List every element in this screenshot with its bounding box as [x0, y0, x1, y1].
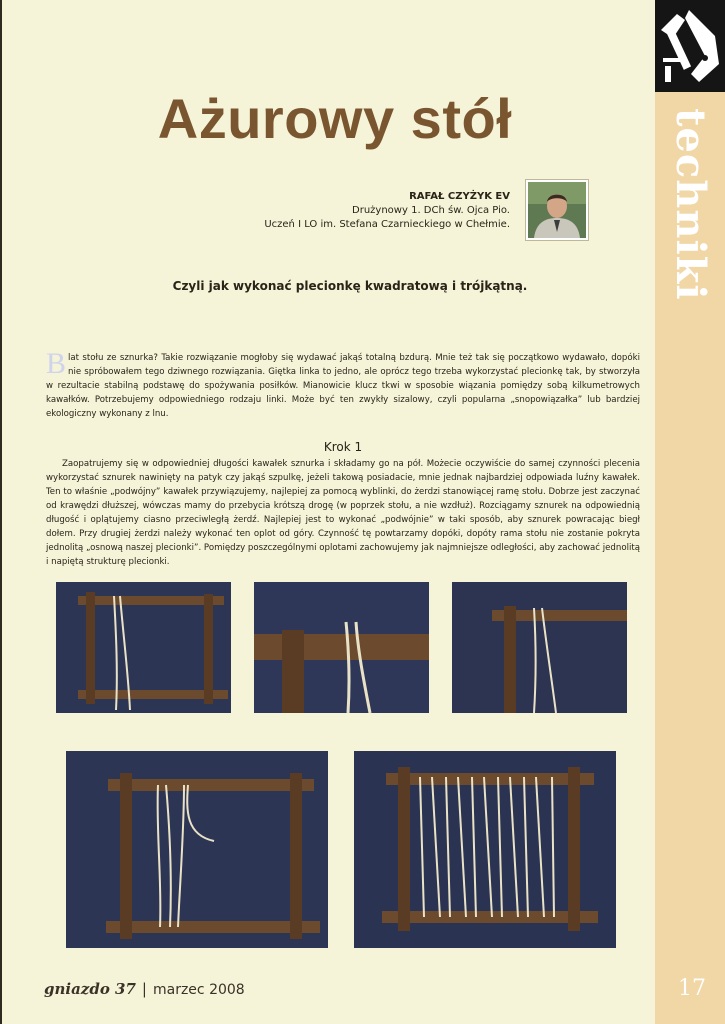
article-title: Ażurowy stół — [157, 87, 513, 150]
step-1-text: Zaopatrujemy się w odpowiedniej długości kawałek sznurka i składamy go na pół. Możecie oczywiście do samej czynności plecenia wykorzystać sznurek nawinięty na patyk czy jakąś szpulkę, jeżeli takową posiadacie, mnie jednak najbardziej odpowiada luźny kawałek. Ten to właśnie „podwójny” kawałek przywiązujemy, najlepiej za pomocą wyblinki, do żerdzi stanowiącej ramę stołu. Dobrze jest zaczynać od krawędzi dłuższej, wówczas mamy do przebycia krótszą drogę (w poprzek stołu, a nie wzdłuż). Rozciągamy sznurek na odpowiednią długość i oplątujemy ciasno przeciwległą żerdź. Najlepiej jest to wykonać „podwójnie” w taki sposób, aby sznurek powracając biegł dołem. Przy drugiej żerdzi należy wykonać ten oplot od góry. Czynność tę powtarzamy dopóki, dopóty rama stołu nie zostanie pokryta jednolitą „osnową naszej plecionki”. Pomiędzy poszczególnymi oplotami zachowujemy jak najmniejsze odległości, aby zachować jednolitą i napiętą strukturę plecionki. — [46, 459, 640, 567]
page-number: 17 — [678, 976, 706, 1001]
photo-frame-two-strands — [66, 751, 328, 948]
author-role: Drużynowy 1. DCh św. Ojca Pio. — [352, 205, 510, 216]
page-footer — [44, 980, 245, 998]
photo-frame-one-strand — [56, 582, 231, 713]
step-1-heading: Krok 1 — [323, 440, 363, 454]
author-block — [230, 190, 510, 232]
issue-date: marzec 2008 — [152, 982, 245, 998]
author-school: Uczeń I LO im. Stefana Czarnieckiego w Chełmie. — [264, 219, 510, 230]
drop-cap: B — [46, 347, 67, 380]
intro-text: lat stołu ze sznurka? Takie rozwiązanie mogłoby się wydawać jakąś totalną bzdurą. Mnie też tak się początkowo wydawało, dopóki nie spróbowałem tego dziwnego rozwiązania. Giętka linka to jedno, ale oprócz tego trzeba wykorzystać plecionkę tak, by stworzyła w rezultacie stabilną podstawę do spożywania posiłków. Mianowicie klucz tkwi w sposobie wiązania pomiędzy sobą kilkumetrowych kawałków. Potrzebujemy odpowiedniego rodzaju linki. Może być ten zwykły sizalowy, czyli popularna „snopowiązałka” lub bardziej ekologiczny wykonany z lnu. — [46, 353, 640, 419]
tools-icon — [655, 0, 725, 92]
article-lead: Czyli jak wykonać plecionkę kwadratową i trójkątną. — [172, 279, 528, 293]
photo-strand-corner — [452, 582, 627, 713]
footer-separator: | — [141, 980, 147, 998]
section-label: techniki — [667, 108, 714, 301]
photo-frame-full-warp — [354, 751, 616, 948]
section-icon-box — [655, 0, 725, 92]
left-border-rule — [0, 0, 2, 1024]
intro-paragraph — [46, 347, 640, 421]
magazine-brand: gniazdo 37 — [44, 980, 136, 998]
author-name: RAFAŁ CZYŻYK EV — [409, 191, 510, 202]
photo-knot-closeup — [254, 582, 429, 713]
author-photo — [526, 180, 588, 240]
